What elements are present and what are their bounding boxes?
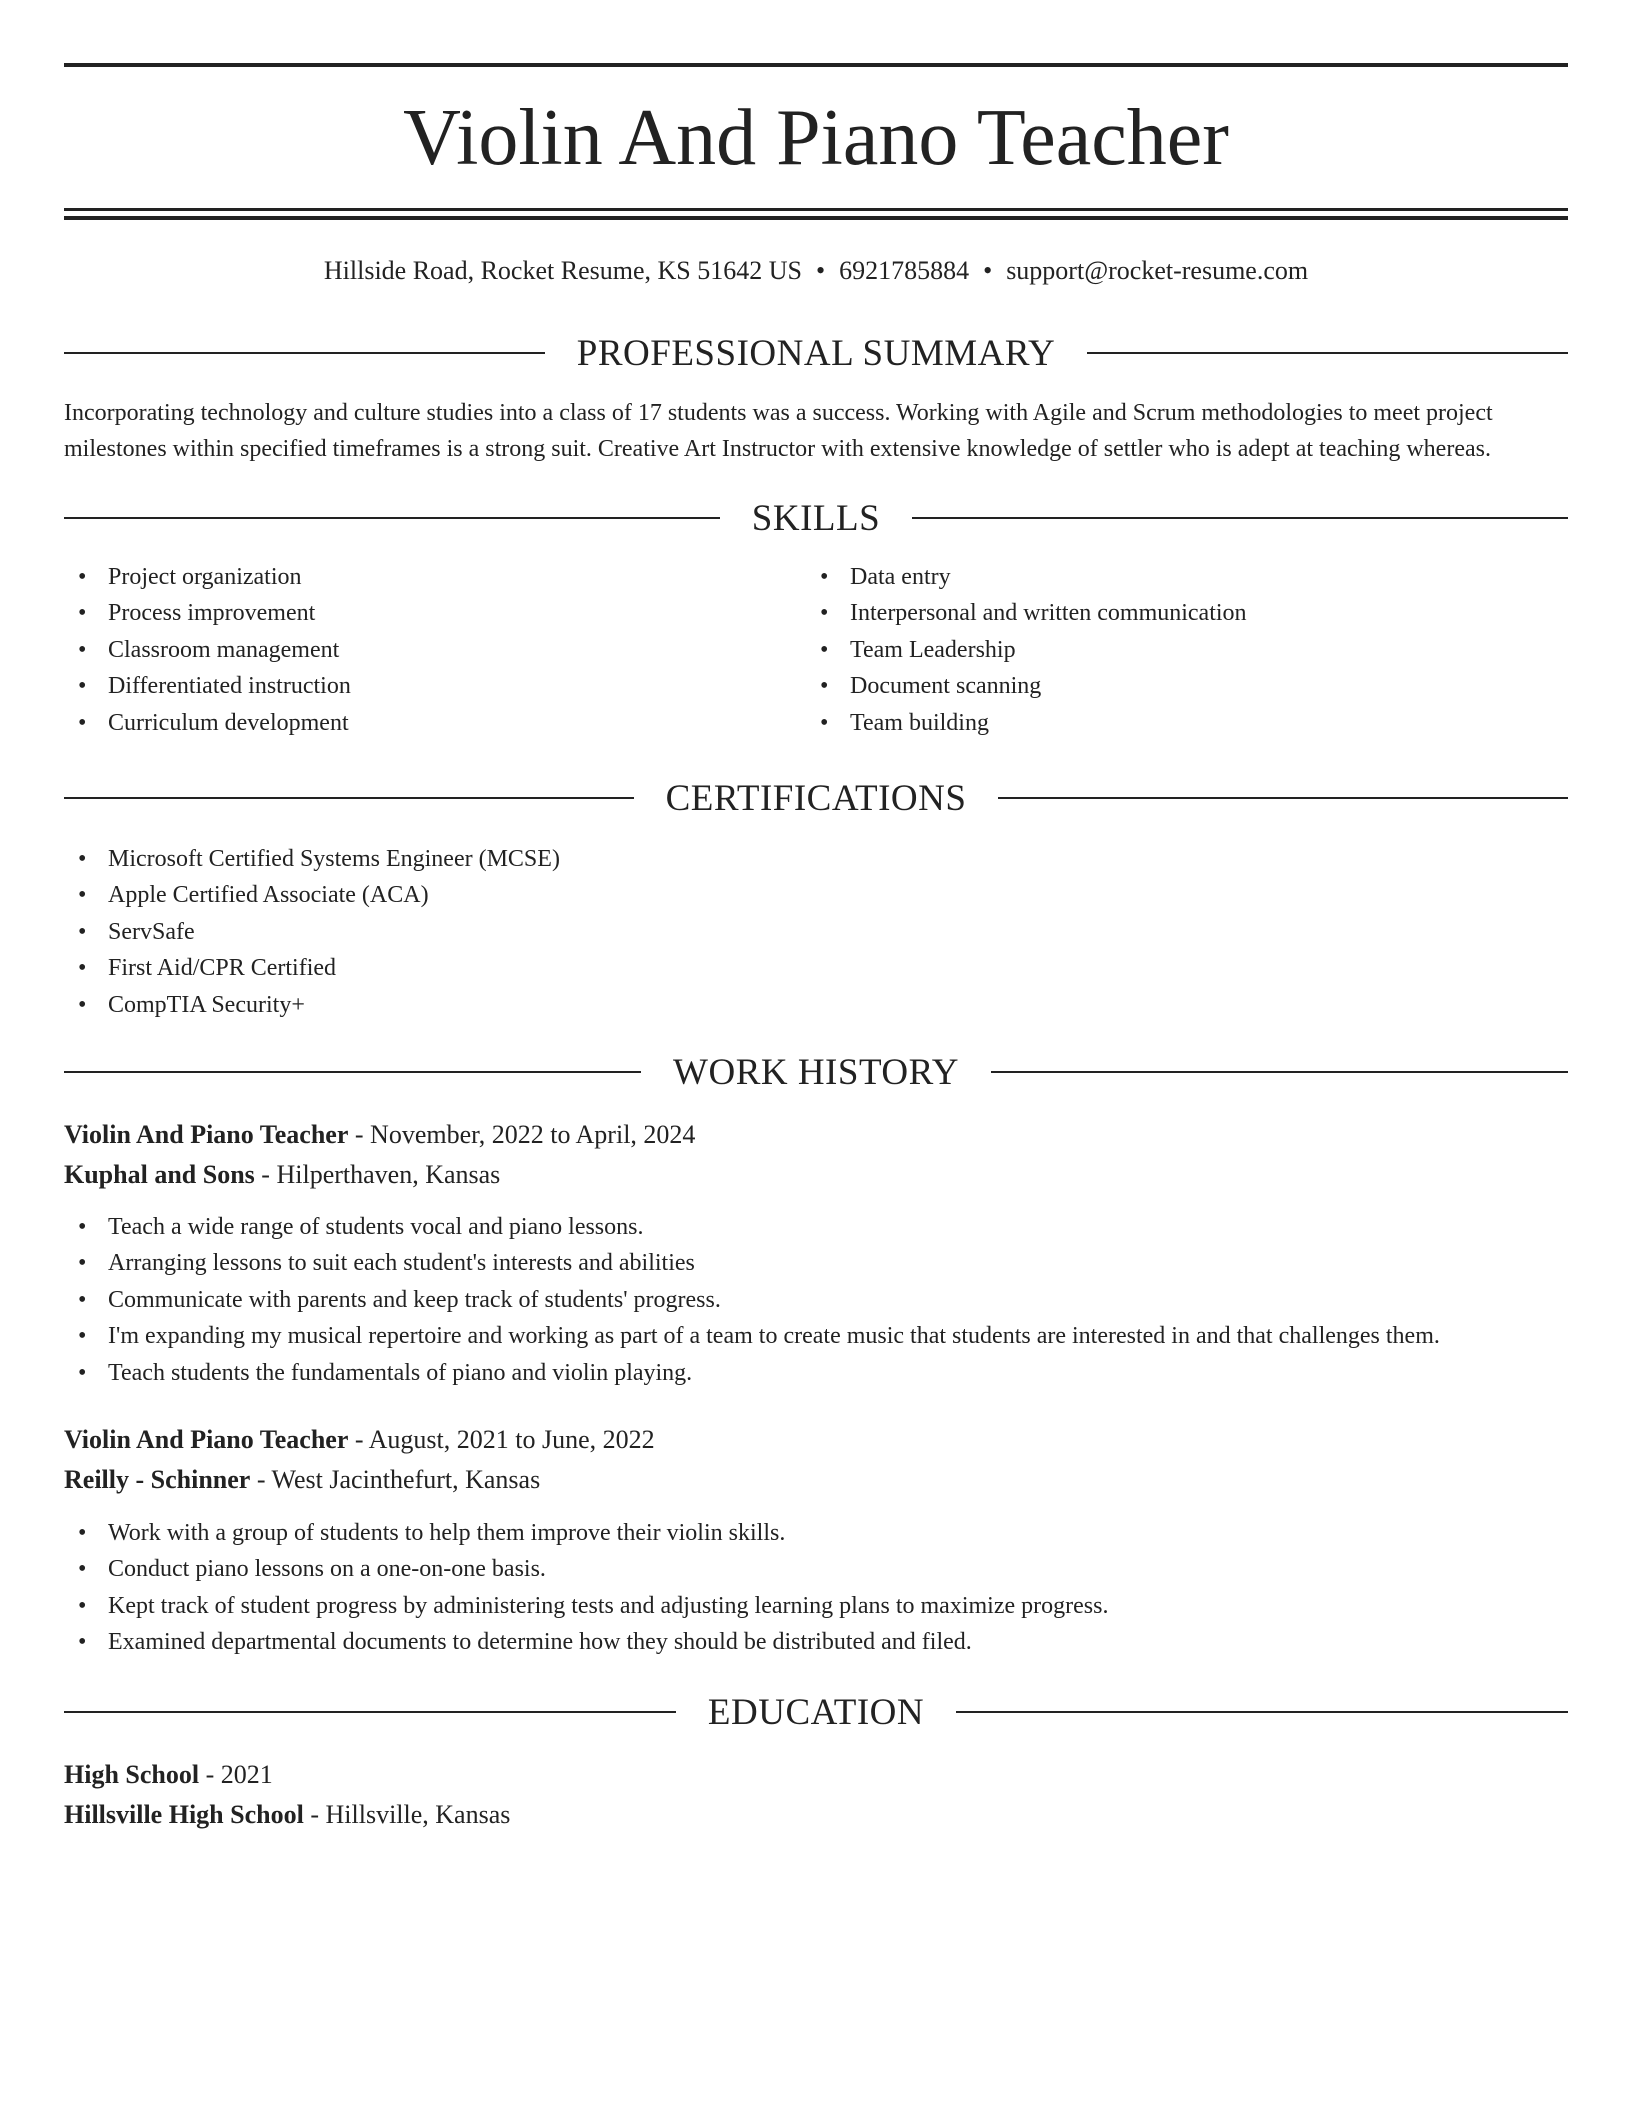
joiner: -	[199, 1760, 221, 1789]
job-company: Kuphal and Sons	[64, 1160, 255, 1189]
contact-email: support@rocket-resume.com	[1006, 256, 1309, 285]
job-1-title-line	[64, 1115, 695, 1155]
job-bullet: • Teach a wide range of students vocal and piano lessons.	[64, 1209, 1568, 1245]
certification-item: • ServSafe	[64, 914, 1568, 950]
certification-item: • Microsoft Certified Systems Engineer (MCSE)	[64, 841, 1568, 877]
contact-line	[64, 252, 1568, 290]
job-dates: November, 2022 to April, 2024	[370, 1120, 696, 1149]
summary-heading-label: PROFESSIONAL SUMMARY	[576, 332, 1056, 374]
heading-rule-right	[1087, 352, 1568, 354]
heading-rule-right	[912, 517, 1568, 519]
job-bullet: • Kept track of student progress by administering tests and adjusting learning plans to maximize progress.	[64, 1588, 1568, 1624]
title-rule-upper	[64, 208, 1568, 211]
job-title: Violin And Piano Teacher	[64, 1425, 349, 1454]
job-2-company-line	[64, 1460, 540, 1500]
skill-item: • Document scanning	[806, 668, 1566, 704]
top-rule	[64, 63, 1568, 67]
job-bullet: • Teach students the fundamentals of piano and violin playing.	[64, 1355, 1568, 1391]
certifications-heading	[64, 773, 1568, 823]
job-bullet: • I'm expanding my musical repertoire and working as part of a team to create music that students are interested in and that challenges them.	[64, 1318, 1568, 1354]
education-year: 2021	[220, 1760, 273, 1789]
heading-rule-left	[64, 797, 634, 799]
summary-heading	[64, 328, 1568, 378]
certification-item: • Apple Certified Associate (ACA)	[64, 877, 1568, 913]
certification-item: • First Aid/CPR Certified	[64, 950, 1568, 986]
education-school-line	[64, 1795, 510, 1835]
job-company: Reilly - Schinner	[64, 1465, 251, 1494]
education-heading-label: EDUCATION	[707, 1691, 925, 1733]
education-degree: High School	[64, 1760, 200, 1789]
heading-rule-left	[64, 1711, 676, 1713]
heading-rule-right	[991, 1071, 1568, 1073]
contact-address: Hillside Road, Rocket Resume, KS 51642 US	[323, 256, 802, 285]
work-heading-label: WORK HISTORY	[673, 1051, 959, 1093]
education-location: Hillsville, Kansas	[325, 1800, 511, 1829]
work-heading	[64, 1047, 1568, 1097]
certifications-list	[64, 841, 1568, 1023]
skill-item: • Interpersonal and written communication	[806, 595, 1566, 631]
skill-item: • Classroom management	[64, 632, 804, 668]
job-bullet: • Work with a group of students to help them improve their violin skills.	[64, 1515, 1568, 1551]
contact-phone: 6921785884	[839, 256, 970, 285]
skills-heading	[64, 493, 1568, 543]
job-1-company-line	[64, 1155, 500, 1195]
skill-item: • Differentiated instruction	[64, 668, 804, 704]
job-dates: August, 2021 to June, 2022	[368, 1425, 655, 1454]
skill-item: • Data entry	[806, 559, 1566, 595]
job-2-bullets	[64, 1515, 1568, 1661]
skill-item: • Team building	[806, 705, 1566, 741]
job-1-bullets	[64, 1209, 1568, 1391]
joiner: -	[348, 1425, 369, 1454]
resume-title: Violin And Piano Teacher	[403, 94, 1229, 182]
education-school: Hillsville High School	[64, 1800, 304, 1829]
job-bullet: • Arranging lessons to suit each student's interests and abilities	[64, 1245, 1568, 1281]
heading-rule-left	[64, 1071, 641, 1073]
job-2-title-line	[64, 1420, 655, 1460]
education-degree-line	[64, 1755, 273, 1795]
title-rule-lower	[64, 216, 1568, 220]
education-heading	[64, 1687, 1568, 1737]
skills-list-left	[64, 559, 804, 741]
job-title: Violin And Piano Teacher	[64, 1120, 349, 1149]
contact-separator: •	[983, 256, 993, 285]
job-location: Hilperthaven, Kansas	[276, 1160, 501, 1189]
certifications-heading-label: CERTIFICATIONS	[665, 777, 967, 819]
heading-rule-left	[64, 517, 720, 519]
joiner: -	[303, 1800, 326, 1829]
job-bullet: • Conduct piano lessons on a one-on-one basis.	[64, 1551, 1568, 1587]
skills-list-right	[806, 559, 1566, 741]
skill-item: • Team Leadership	[806, 632, 1566, 668]
job-bullet: • Communicate with parents and keep track of students' progress.	[64, 1282, 1568, 1318]
certification-item: • CompTIA Security+	[64, 987, 1568, 1023]
job-location: West Jacinthefurt, Kansas	[271, 1465, 541, 1494]
heading-rule-right	[998, 797, 1568, 799]
joiner: -	[348, 1120, 371, 1149]
job-bullet: • Examined departmental documents to determine how they should be distributed and filed.	[64, 1624, 1568, 1660]
heading-rule-left	[64, 352, 545, 354]
skill-item: • Process improvement	[64, 595, 804, 631]
summary-text: Incorporating technology and culture studies into a class of 17 students was a success. Working with Agile and Scrum methodologies to meet project milestones within specified timeframes is a strong suit. Creative Art Instructor with extensive knowledge of settler who is adept at teaching whereas.	[64, 400, 1493, 462]
skill-item: • Curriculum development	[64, 705, 804, 741]
joiner: -	[250, 1465, 272, 1494]
skill-item: • Project organization	[64, 559, 804, 595]
contact-separator: •	[815, 256, 826, 285]
heading-rule-right	[956, 1711, 1568, 1713]
skills-heading-label: SKILLS	[751, 497, 881, 539]
joiner: -	[254, 1160, 277, 1189]
